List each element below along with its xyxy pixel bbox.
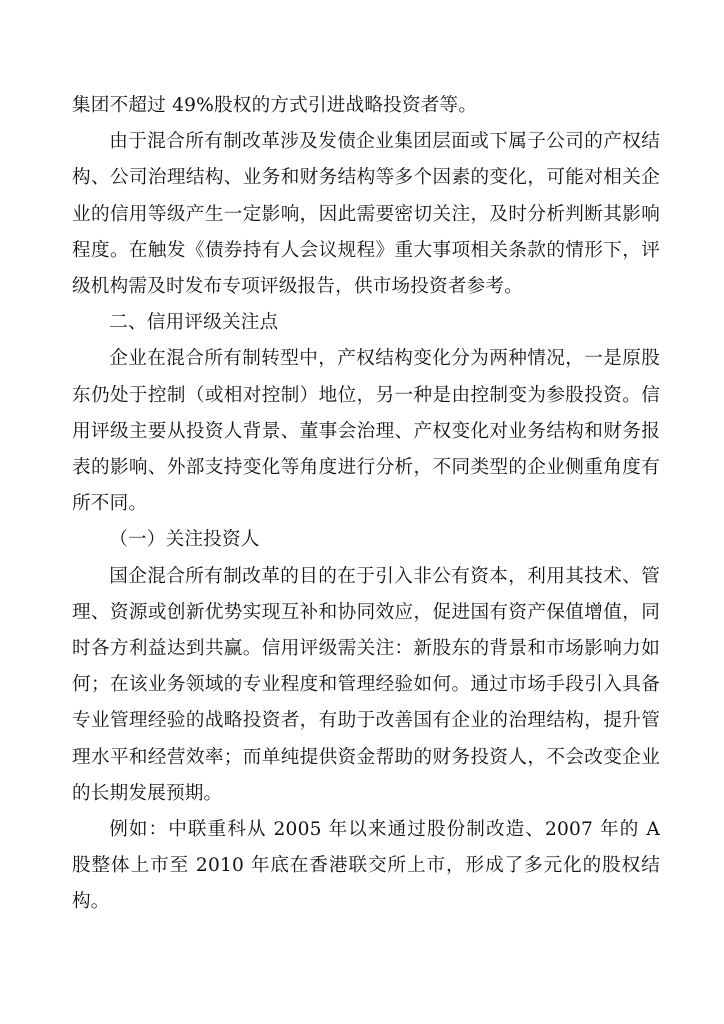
paragraph-investor-focus: 国企混合所有制改革的目的在于引入非公有资本，利用其技术、管理、资源或创新优势实现互补和协同效应，促进国有资产保值增值，同时各方利益达到共赢。信用评级需关注：新股东的背景和市场影响力如何；在该业务领域的专业程度和管理经验如何。通过市场手段引入具备专业管理经验的战略投资者，有助于改善国有企业的治理结构，提升管理水平和经营效率；而单纯提供资金帮助的财务投资人，不会改变企业的长期发展预期。 xyxy=(72,565,660,804)
paragraph-continuation: 集团不超过 49%股权的方式引进战略投资者等。 xyxy=(72,95,478,116)
section-heading-credit-rating-focus: 二、信用评级关注点 xyxy=(109,312,279,334)
paragraph-ownership-change-types: 企业在混合所有制转型中，产权结构变化分为两种情况，一是原股东仍处于控制（或相对控制）地位，另一种是由控制变为参股投资。信用评级主要从投资人背景、董事会治理、产权变化对业务结构和财务报表的影响、外部支持变化等角度进行分析，不同类型的企业侧重角度有所不同。 xyxy=(72,348,660,515)
paragraph-mixed-ownership-impact: 由于混合所有制改革涉及发债企业集团层面或下属子公司的产权结构、公司治理结构、业务和财务结构等多个因素的变化，可能对相关企业的信用等级产生一定影响，因此需要密切关注，及时分析判断其影响程度。在触发《债券持有人会议规程》重大事项相关条款的情形下，评级机构需及时发布专项评级报告，供市场投资者参考。 xyxy=(72,131,660,298)
subsection-heading-investors: （一）关注投资人 xyxy=(109,529,260,551)
document-body xyxy=(72,88,660,921)
paragraph-example-zoomlion: 例如：中联重科从 2005 年以来通过股份制改造、2007 年的 A 股整体上市至 2010 年底在香港联交所上市，形成了多元化的股权结构。 xyxy=(72,819,660,913)
